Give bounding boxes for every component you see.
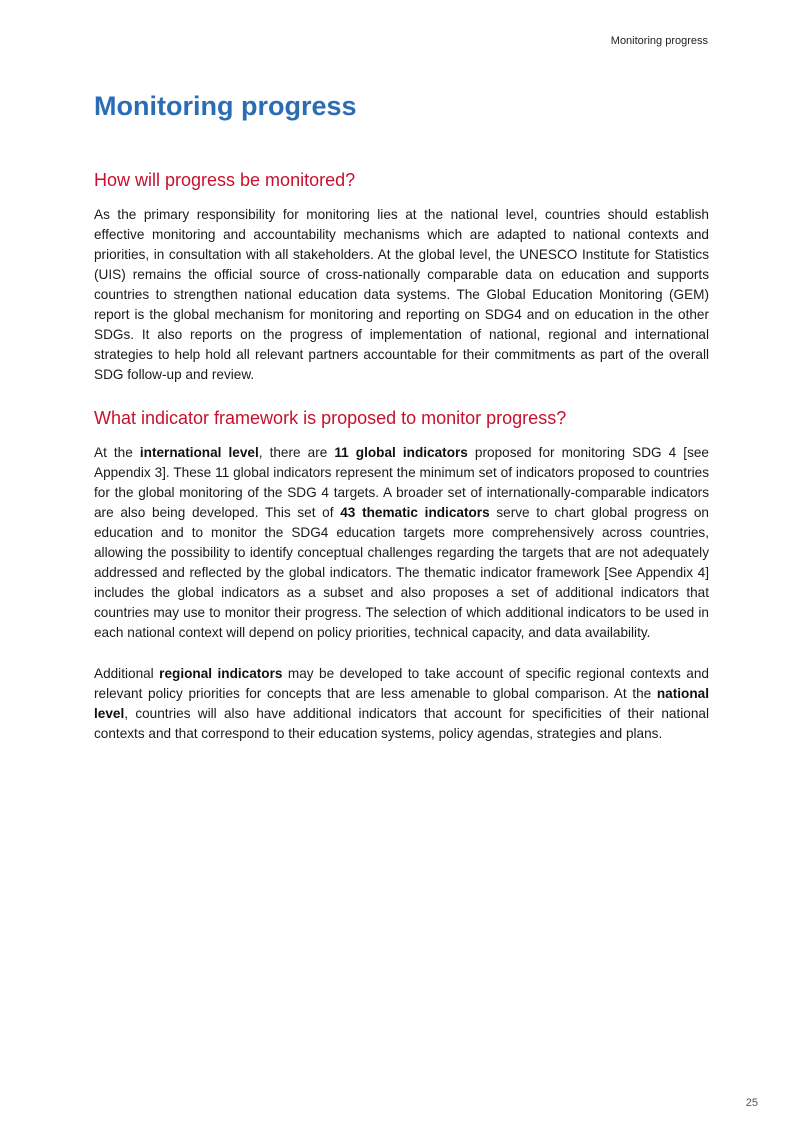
page-content	[94, 88, 709, 744]
text-segment: Additional	[94, 666, 160, 681]
bold-term: regional indicators	[159, 666, 283, 681]
text-segment: proposed for monitoring SDG 4 [see Appendix 3]. These 11 global indicators represent the minimum set of indicators proposed to countries for the global monitoring of the SDG 4 targets. A broader set of internationally-comparable indicators are also being developed. This set of	[94, 445, 709, 520]
text-segment: At the	[94, 445, 140, 460]
paragraph	[94, 443, 709, 643]
text-segment: serve to chart global progress on education and to monitor the SDG4 education targets more comprehensively across countries, allowing the possibility to identify conceptual challenges regarding the targets that are not adequately addressed and reflected by the global indicators. The thematic indicator framework [See Appendix 4] includes the global indicators as a subset and also proposes a set of additional indicators that countries may use to monitor their progress. The selection of which additional indicators to be used in each national context will depend on policy priorities, technical capacity, and data availability.	[94, 505, 709, 640]
paragraph	[94, 664, 709, 744]
bold-term: international level	[139, 445, 259, 460]
page-title: Monitoring progress	[94, 91, 357, 121]
text-segment: may be developed to take account of specific regional contexts and relevant policy priorities for concepts that are less amenable to global comparison. At the	[94, 666, 709, 701]
bold-term: national level	[94, 686, 709, 721]
bold-term: 43 thematic indicators	[340, 505, 490, 520]
text-segment: As the primary responsibility for monitoring lies at the national level, countries should establish effective monitoring and accountability mechanisms which are adapted to national contexts and priorities, in consultation with all stakeholders. At the global level, the UNESCO Institute for Statistics (UIS) remains the official source of cross-nationally comparable data on education and supports countries to strengthen national education data systems. The Global Education Monitoring (GEM) report is the global mechanism for monitoring and reporting on SDG4 and on education in the other SDGs. It also reports on the progress of implementation of national, regional and international strategies to help hold all relevant partners accountable for their commitments as part of the overall SDG follow-up and review.	[94, 207, 709, 382]
running-header: Monitoring progress	[610, 35, 708, 47]
text-segment: , there are	[258, 445, 335, 460]
page-number: 25	[745, 1097, 758, 1109]
bold-term: 11 global indicators	[334, 445, 468, 460]
section-heading-indicator-framework: What indicator framework is proposed to monitor progress?	[94, 408, 567, 428]
section-heading-monitoring: How will progress be monitored?	[94, 170, 356, 190]
text-segment: , countries will also have additional indicators that account for specificities of their national contexts and that correspond to their education systems, policy agendas, strategies and plans.	[94, 706, 709, 741]
paragraph	[94, 205, 709, 385]
